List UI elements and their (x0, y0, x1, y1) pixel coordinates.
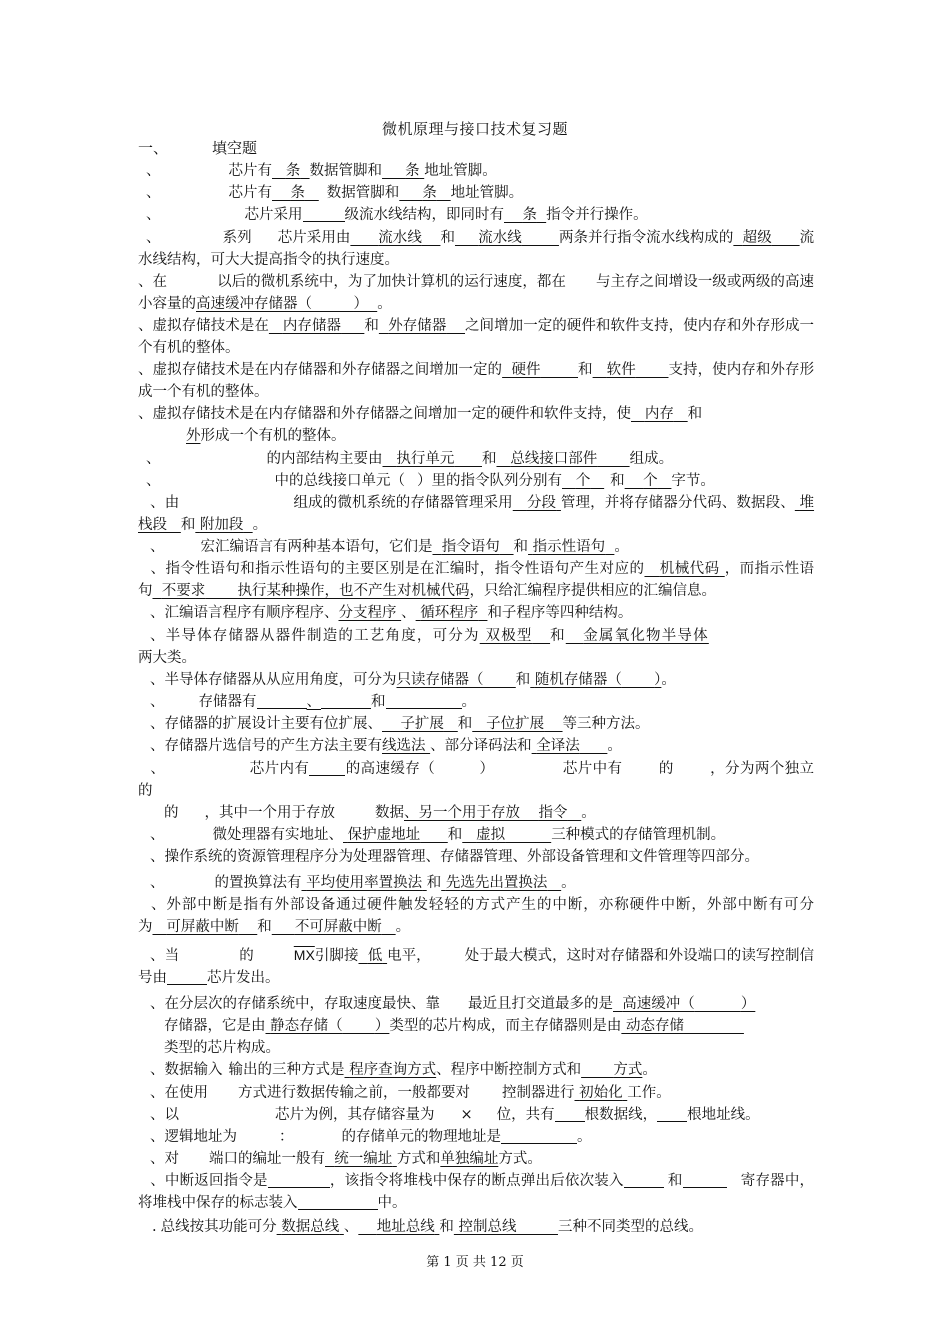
section-heading (138, 137, 257, 158)
question-16: 、半导体存储器从从应用角度，可分为只读存储器（ 和 随机存储器（ ）。 (150, 671, 676, 688)
answer-blank[interactable] (257, 693, 307, 709)
question-12: 、 宏汇编语言有两种基本语句，它们是 指令语句 和 指示性语句 。 (150, 539, 629, 556)
question-22: 、操作系统的资源管理程序分为处理器管理、存储器管理、外部设备管理和文件管理等四部分。 (150, 848, 759, 865)
question-7: 、虚拟存储技术是在内存储器和外存储器之间增加一定的 硬件 和 软件 支持，使内存和外存形成一个有机的整体。 (138, 362, 815, 401)
answer-blank[interactable] (321, 693, 371, 709)
question-15: 、半导体存储器从器件制造的工艺角度，可分为 双极型 和 金属氧化物半导体 两大类。 (138, 627, 709, 666)
question-17: 、 存储器有 、 和 。 (150, 694, 476, 710)
answer-blank[interactable] (624, 1172, 664, 1188)
question-23: 、 的置换算法有 平均使用率置换法 和 先选先出置换法 。 (150, 874, 576, 891)
question-1: 、 芯片有 条 数据管脚和 条 地址管脚。 (146, 163, 497, 179)
question-11: 、由 组成的微机系统的存储器管理采用 分段 管理，并将存储器分代码、数据段、 堆栈段 和 附加段 。 (138, 494, 815, 533)
question-29: 、以 芯片为例，其存储容量为 × 位，共有 根数据线， 根地址线。 (150, 1106, 760, 1123)
document-title: 微机原理与接口技术复习题 (381, 120, 568, 138)
question-18: 、存储器的扩展设计主要有位扩展、 子扩展 和 子位扩展 等三种方法。 (150, 716, 650, 733)
question-14: 、汇编语言程序有顺序程序、分支程序 、 循环程序 和子程序等四种结构。 (150, 605, 633, 622)
answer-blank[interactable] (298, 1194, 378, 1210)
answer-blank[interactable] (386, 693, 462, 709)
question-24: 、外部中断是指有外部设备通过硬件触发轻轻的方式产生的中断，亦称硬件中断，外部中断有可分为 可屏蔽中断 和 不可屏蔽中断 。 (138, 897, 814, 936)
question-32: 、中断返回指令是 ，该指令将堆栈中保存的断点弹出后依次装入 和 寄存器中，将堆栈中保存的标志装入 中。 (138, 1173, 815, 1212)
question-21: 、 微处理器有实地址、 保护虚地址 和 虚拟 三种模式的存储管理机制。 (150, 826, 726, 843)
question-28: 、在使用 方式进行数据传输之前，一般都要对 控制器进行 初始化 工作。 (150, 1084, 671, 1101)
question-5: 、在 以后的微机系统中，为了加快计算机的运行速度，都在 与主存之间增设一级或两级的高速小容量的高速缓冲存储器（ ） 。 (138, 273, 815, 312)
question-6: 、虚拟存储技术是在 内存储器 和 外存储器 之间增加一定的硬件和软件支持，使内存和外存形成一个有机的整体。 (138, 317, 815, 356)
answer-blank[interactable] (167, 969, 207, 985)
answer-blank[interactable] (657, 1106, 687, 1122)
question-19: 、存储器片选信号的产生方法主要有线选法 、部分译码法和 全译法 。 (150, 738, 622, 755)
answer-blank[interactable] (268, 1172, 330, 1188)
question-9: 、 的内部结构主要由 执行单元 和 总线接口部件 组成。 (146, 450, 674, 467)
question-20: 、 芯片内有 的高速缓存（ ） 芯片中有 的 ，分为两个独立的 的 ，其中一个用于存放 数据、另一个用于存放 指令 。 (138, 760, 815, 821)
question-3: 、 芯片采用 级流水线结构，即同时有 条 指令并行操作。 (146, 207, 648, 224)
question-list (138, 160, 814, 1238)
question-2: 、 芯片有 条 数据管脚和 条 地址管脚。 (146, 185, 524, 202)
question-8: 、虚拟存储技术是在内存储器和外存储器之间增加一定的硬件和软件支持，使 内存 和 外形成一个有机的整体。 (138, 406, 703, 445)
section-label: 填空题 (212, 139, 258, 157)
page-footer: 第 1 页 共 12 页 (426, 1255, 524, 1270)
question-33: . 总线按其功能可分 数据总线 、 地址总线 和 控制总线 三种不同类型的总线。 (152, 1219, 703, 1236)
answer-blank[interactable] (683, 1172, 727, 1188)
section-number: 一、 (138, 139, 169, 157)
question-10: 、 中的总线接口单元（ ）里的指令队列分别有 个 和 个 字节。 (146, 472, 715, 489)
question-30: 、逻辑地址为 ： 的存储单元的物理地址是 。 (150, 1128, 592, 1145)
question-25: 、当 的 $\overline{MX}$引脚接 低 电平， 处于最大模式，这时对存储器和外设端口的读写控制信号由 芯片发出。 (138, 947, 815, 987)
answer-blank[interactable] (303, 206, 345, 222)
question-26: 、在分层次的存储系统中，存取速度最快、靠 最近且打交道最多的是 高速缓冲（ ） 存储器，它是由 静态存储（ ）类型的芯片构成，而主存储器则是由 动态存储 类型的芯片构成。 (150, 996, 756, 1057)
answer-blank[interactable] (555, 1106, 585, 1122)
question-27: 、数据输入 输出的三种方式是 程序查询方式、程序中断控制方式和 方式。 (150, 1062, 657, 1079)
answer-blank[interactable] (501, 1128, 577, 1144)
question-13: 、指令性语句和指示性语句的主要区别是在汇编时，指令性语句产生对应的 机械代码 ，而指示性语句 不要求 执行某种操作，也不产生对机械代码，只给汇编程序提供相应的汇编信息。 (138, 561, 815, 600)
question-31: 、对 端口的编址一般有 统一编址 方式和单独编址方式。 (150, 1151, 542, 1168)
answer-blank[interactable] (309, 760, 345, 776)
question-4: 、 系列 芯片采用由 流水线 和 流水线 两条并行指令流水线构成的 超级 流水线结构，可大大提高指令的执行速度。 (138, 229, 815, 268)
